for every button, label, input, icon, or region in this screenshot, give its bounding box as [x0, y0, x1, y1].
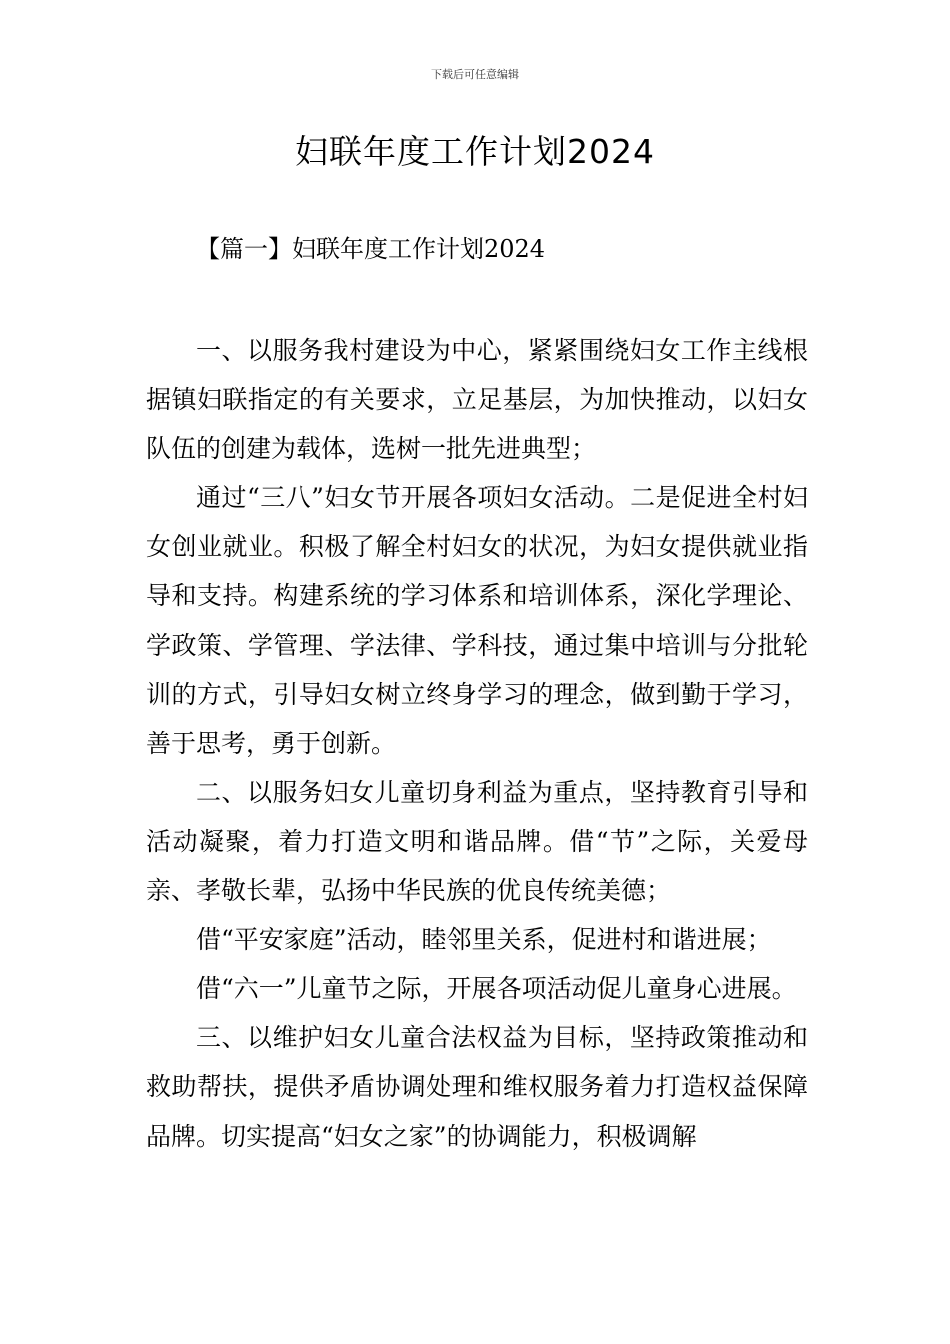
header-note: 下载后可任意编辑	[431, 68, 519, 81]
paragraph: 通过“三八”妇女节开展各项妇女活动。二是促进全村妇女创业就业。积极了解全村妇女的状况，为妇女提供就业指导和支持。构建系统的学习体系和培训体系，深化学理论、学政策、学管理、学法律、学科技，通过集中培训与分批轮训的方式，引导妇女树立终身学习的理念，做到勤于学习，善于思考，勇于创新。	[146, 483, 808, 758]
paragraph: 一、以服务我村建设为中心，紧紧围绕妇女工作主线根据镇妇联指定的有关要求，立足基层，为加快推动，以妇女队伍的创建为载体，选树一批先进典型；	[146, 336, 808, 464]
document-title: 妇联年度工作计划2024	[295, 132, 655, 171]
paragraph: 借“平安家庭”活动，睦邻里关系，促进村和谐进展；	[196, 925, 772, 955]
document-body	[146, 326, 808, 1161]
paragraph: 借“六一”儿童节之际，开展各项活动促儿童身心进展。	[196, 974, 797, 1004]
paragraph: 三、以维护妇女儿童合法权益为目标，坚持政策推动和救助帮扶，提供矛盾协调处理和维权服务着力打造权益保障品牌。切实提高“妇女之家”的协调能力，积极调解	[146, 1023, 808, 1151]
paragraph: 二、以服务妇女儿童切身利益为重点，坚持教育引导和活动凝聚，着力打造文明和谐品牌。借“节”之际，关爱母亲、孝敬长辈，弘扬中华民族的优良传统美德；	[146, 777, 808, 906]
section-heading: 【篇一】妇联年度工作计划2024	[196, 235, 546, 263]
